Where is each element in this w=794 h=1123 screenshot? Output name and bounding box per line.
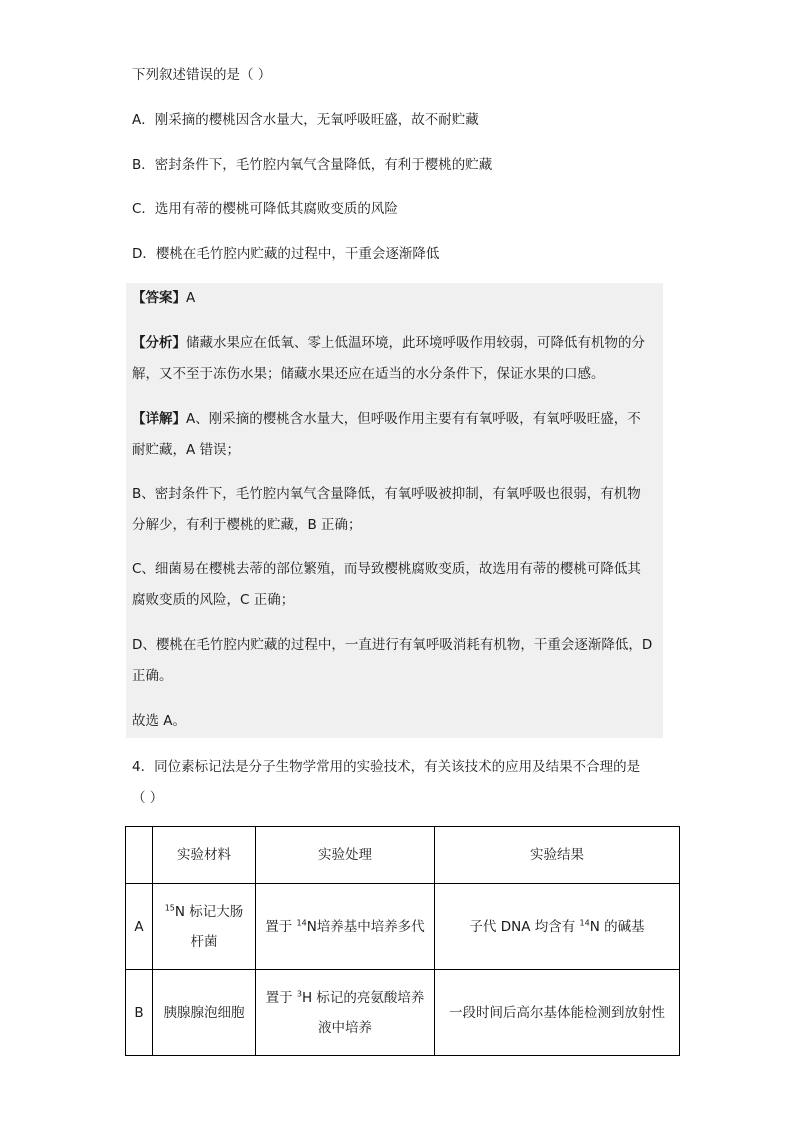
treatment-pre: 置于 [265,918,297,935]
row-result [435,884,680,970]
detail-d-line-1: D、樱桃在毛竹腔内贮藏的过程中，一直进行有氧呼吸消耗有机物，干重会逐渐降低，D [132,637,653,653]
detail-b-line-2: 分解少，有利于樱桃的贮藏，B 正确； [132,517,362,533]
row-result: 一段时间后高尔基体能检测到放射性 [435,970,680,1056]
analysis-label: 【分析】 [132,335,186,351]
result-post: N 的碱基 [589,918,645,935]
detail-a-text: A、刚采摘的樱桃含水量大，但呼吸作用主要有有氧呼吸，有氧呼吸旺盛，不 [186,411,641,427]
question-stem: 下列叙述错误的是（ ） [132,67,272,83]
isotope-superscript: 14 [579,918,590,927]
row-option: A [126,884,153,970]
table-row [126,884,680,970]
solution-block [126,283,663,738]
result-pre: 子代 DNA 均含有 [469,918,580,935]
row-material [153,884,256,970]
detail-label: 【详解】 [132,411,186,427]
option-b: B．密封条件下，毛竹腔内氧气含量降低，有利于樱桃的贮藏 [132,157,493,173]
row-option: B [126,970,153,1056]
header-treatment: 实验处理 [256,827,435,884]
material-text: N 标记大肠 [174,903,244,920]
isotope-superscript: 15 [164,903,175,912]
detail-d-line-2: 正确。 [132,668,173,684]
answer-label: 【答案】 [132,290,186,306]
detail-c-line-2: 腐败变质的风险，C 正确； [132,592,295,608]
answer-line [132,288,195,308]
detail-a-line-2: 耐贮藏，A 错误； [132,442,241,458]
conclusion: 故选 A。 [132,713,187,729]
header-result: 实验结果 [435,827,680,884]
analysis-text: 储藏水果应在低氧、零上低温环境，此环境呼吸作用较弱，可降低有机物的分 [186,335,645,351]
treatment-line-2: 液中培养 [318,1019,372,1036]
question4-stem-line-1: 4．同位素标记法是分子生物学常用的实验技术，有关该技术的应用及结果不合理的是 [132,759,641,775]
analysis-line-1 [132,333,645,353]
material-text-2: 杆菌 [190,933,218,950]
header-material: 实验材料 [153,827,256,884]
treatment-pre: 置于 [265,989,297,1006]
row-treatment [256,970,435,1056]
option-d: D．樱桃在毛竹腔内贮藏的过程中，干重会逐渐降低 [132,246,440,262]
detail-c-line-1: C、细菌易在樱桃去蒂的部位繁殖，而导致樱桃腐败变质，故选用有蒂的樱桃可降低其 [132,561,641,577]
row-treatment [256,884,435,970]
analysis-line-2: 解，又不至于冻伤水果；储藏水果还应在适当的水分条件下，保证水果的口感。 [132,366,605,382]
isotope-superscript: 14 [296,918,307,927]
option-c: C．选用有蒂的樱桃可降低其腐败变质的风险 [132,201,398,217]
treatment-post: H 标记的亮氨酸培养 [301,989,425,1006]
header-option [126,827,153,884]
isotope-superscript: 3 [296,989,302,998]
detail-a-line-1 [132,409,641,429]
answer-value: A [186,290,196,306]
table-header-row [126,827,680,884]
row-material: 胰腺腺泡细胞 [153,970,256,1056]
treatment-post: N培养基中培养多代 [306,918,425,935]
option-a: A．刚采摘的樱桃因含水量大，无氧呼吸旺盛，故不耐贮藏 [132,112,479,128]
experiment-table [125,826,680,1056]
detail-b-line-1: B、密封条件下，毛竹腔内氧气含量降低，有氧呼吸被抑制，有氧呼吸也很弱，有机物 [132,486,641,502]
question4-stem-line-2: （ ） [132,790,164,806]
table-row [126,970,680,1056]
